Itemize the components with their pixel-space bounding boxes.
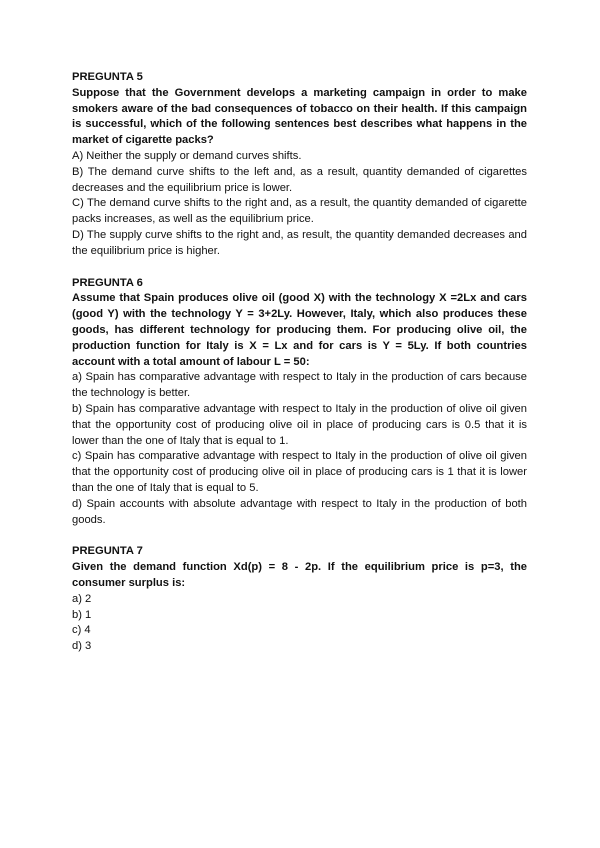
answer-option-d: d) Spain accounts with absolute advantage with respect to Italy in the production of both goods. [72, 497, 527, 526]
answer-option-a: a) Spain has comparative advantage with respect to Italy in the production of cars because the technology is better. [72, 371, 527, 400]
answer-option-c: c) Spain has comparative advantage with respect to Italy in the production of olive oil given that the opportunity cost of producing olive oil in place of producing cars is 1 that it is lower than the one of Italy that is equal to 5. [72, 450, 527, 494]
question-stem: Given the demand function Xd(p) = 8 - 2p. If the equilibrium price is p=3, the consumer surplus is: [72, 561, 527, 589]
answer-option-d: D) The supply curve shifts to the right and, as result, the quantity demanded decreases and the equilibrium price is higher. [72, 228, 527, 257]
answer-option-b: B) The demand curve shifts to the left and, as a result, quantity demanded of cigarettes decreases and the equilibrium price is lower. [72, 165, 527, 194]
answer-option-b: b) 1 [72, 608, 92, 621]
document-page [72, 70, 527, 671]
question-6 [72, 276, 527, 529]
question-5 [72, 70, 527, 260]
answer-option-c: C) The demand curve shifts to the right and, as a result, the quantity demanded of cigarette packs increases, as well as the equilibrium price. [72, 197, 527, 226]
question-heading: PREGUNTA 7 [72, 545, 143, 558]
question-stem: Assume that Spain produces olive oil (good X) with the technology X =2Lx and cars (good Y) with the technology Y = 3+2Ly. However, Italy, which also produces these goods, has different technology for producing them. For producing olive oil, the production function for Italy is X = Lx and for cars is Y = 5Ly. If both countries account with a total amount of labour L = 50: [72, 292, 527, 368]
question-heading: PREGUNTA 6 [72, 276, 143, 289]
question-7 [72, 544, 527, 655]
answer-option-c: c) 4 [72, 624, 91, 637]
answer-option-d: d) 3 [72, 640, 92, 653]
question-heading: PREGUNTA 5 [72, 71, 143, 83]
answer-option-a: a) 2 [72, 592, 92, 605]
answer-option-a: A) Neither the supply or demand curves shifts. [72, 149, 302, 162]
question-stem: Suppose that the Government develops a marketing campaign in order to make smokers aware of the bad consequences of tobacco on their health. If this campaign is successful, which of the following sentences best describes what happens in the market of cigarette packs? [72, 86, 527, 147]
answer-option-b: b) Spain has comparative advantage with respect to Italy in the production of olive oil given that the opportunity cost of producing olive oil in place of producing cars is 0.5 that it is lower than the one of Italy that is equal to 1. [72, 402, 527, 447]
